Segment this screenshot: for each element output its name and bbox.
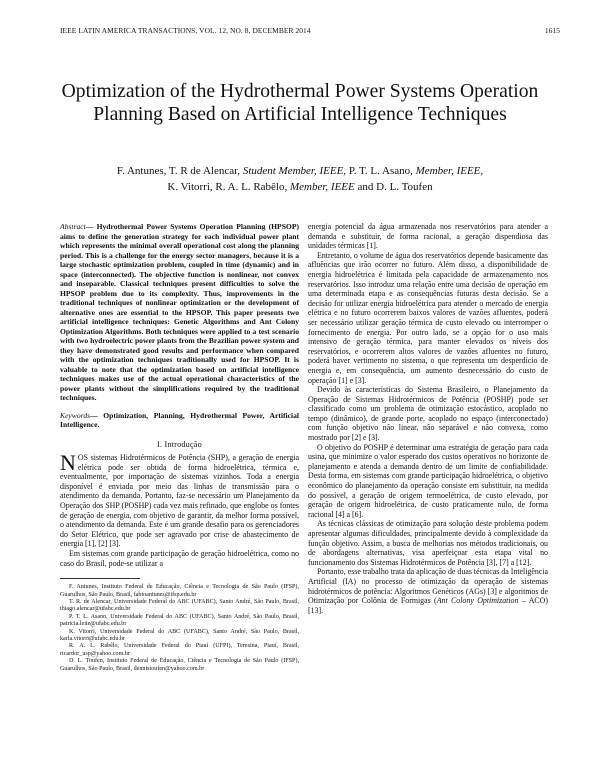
keywords-text: — Optimization, Planning, Hydrothermal Power, Artificial Intelligence. xyxy=(60,410,299,429)
journal-name: IEEE LATIN AMERICA TRANSACTIONS, VOL. 12, NO. 8, DECEMBER 2014 xyxy=(60,26,311,35)
author-line-2: K. Vitorri, R. A. L. Rabêlo, Member, IEEE and D. L. Toufen xyxy=(167,180,433,193)
page-number: 1615 xyxy=(544,26,560,35)
left-column xyxy=(60,222,299,673)
author-line-1: F. Antunes, T. R de Alencar, Student Member, IEEE, P. T. L. Asano, Member, IEEE, xyxy=(116,165,484,177)
abstract-label: Abstract xyxy=(60,222,86,231)
paper-title: Optimization of the Hydrothermal Power Systems Operation Planning Based on Artificial Intelligence Techniques xyxy=(61,81,539,125)
body-paragraph: energia potencial da água armazenada nos reservatórios para atender a demanda e substituir, de forma racional, a geração dispendiosa das unidades térmicas [1]. xyxy=(308,222,548,251)
footnote: R. A. L. Rabêlo, Universidade Federal do Piauí (UFPI), Teresina, Piauí, Brasil, ricardor_usp@yahoo.com.br xyxy=(60,643,299,657)
abstract-text: — Hydrothermal Power Systems Operation Planning (HPSOP) aims to define the generation strategy for each individual power plant which represents the minimal overall operational cost along the planning period. This is a challenge for the energy sector managers, because it is a large stochastic optimization problem, coupled in time (dynamic) and in space (interconnected). The objective function is nonlinear, not convex and inseparable. Classical techniques present difficulties to solve the HPSOP problem due to its complexity. Thus, improvements in the traditional techniques of nonlinear optimization or the development of alternative ones are essential to the HPSOP. This paper presents two artificial intelligence techniques: Genetic Algorithms and Ant Colony Optimization Algorithms. Both techniques were applied to a test scenario with two hydroelectric power plants from the Brazilian power system and they have demonstrated good results and performance when compared with the optimization techniques traditionally used for HPSOP. It is valuable to note that the optimization based on artificial intelligence techniques makes use of the actual operational characteristics of the power plants without the simplifications required by the traditional techniques. xyxy=(60,222,299,402)
abstract xyxy=(60,222,299,403)
keywords xyxy=(60,411,299,430)
intro-paragraph-1: NOS sistemas Hidrotérmicos de Potência (SHP), a geração de energia elétrica pode ser obtida de forma hidroelétrica, térmica e, eventualmente, por importação de sistemas vizinhos. Toda a energia disponível é enviada por meio das linhas de transmissão para o atendimento da demanda. Portanto, faz-se necessário um Planejamento da Operação dos SHP (POSHP) cada vez mais refinado, que englobe os fontes de geração de energia, com objetivo de garantir, da melhor forma possível, o atendimento da demanda. Este é um grande desafio para os gerenciadores do Setor Elétrico, que pode ser agravado por crise de abastecimento de energia [1], [2] [3]. xyxy=(60,450,299,549)
footnote: T. R. de Alencar, Universidade Federal do ABC (UFABC), Santo André, São Paulo, Brasil, thiago.alencar@ufabc.edu.br xyxy=(60,599,299,613)
body-paragraph: Devido às características do Sistema Brasileiro, o Planejamento da Operação de Sistemas Hidrotérmicos de Potência (POSHP) pode ser classificado como um problema de otimização estocástico, acoplado no tempo (dinâmico), de grande porte, acoplado no espaço (interconectado) com função objetivo não linear, não separável e não convexa, como mostrado por [2] e [3]. xyxy=(308,385,548,443)
running-header xyxy=(60,26,560,38)
footnote: K. Vitorri, Universidade Federal do ABC (UFABC), Santo André, São Paulo, Brasil, karla.vitorri@ufabc.edu.br xyxy=(60,628,299,643)
footnote-divider xyxy=(60,578,140,579)
footnote: F. Antunes, Instituto Federal de Educação, Ciência e Tecnologia de São Paulo (IFSP), Guarulhos, São Paulo, Brasil, fabioantunes@ifsp.edu.br xyxy=(60,584,299,598)
section-heading-introduction: I. Introdução xyxy=(157,439,202,449)
author-list xyxy=(40,164,560,195)
footnote: P. T. L. Asano, Universidade Federal do ABC (UFABC), Santo André, São Paulo, Brasil, patricia.leite@ufabc.edu.br xyxy=(60,613,299,628)
intro-paragraph-2: Em sistemas com grande participação de geração hidroelétrica, como no caso do Brasil, pode-se utilizar a xyxy=(60,549,299,568)
right-column xyxy=(308,222,548,615)
body-paragraph: Entretanto, o volume de água dos reservatórios depende basicamente das afluências que irão ocorrer no futuro. Além disso, a disponibilidade de energia hidroelétrica é limitada pela capacidade de armazenamento nos reservatórios. Isso introduz uma relação entre uma decisão de operação em uma determinada etapa e as consequências futuras desta decisão. Se a decisão for utilizar energia hidroelétrica para atender o mercado de energia elétrica e no futuro ocorrerem baixos valores de vazões afluentes, poderá ser necessário utilizar geração térmica de custo elevado ou interromper o fornecimento de energia. Por outro lado, se a opção for o uso mais intensivo de geração térmica, para manter elevados os níveis dos reservatórios, e ocorrerem altos valores de vazões afluentes no futuro, poderá haver vertimento no sistema, o que representa um desperdício de energia e, em consequência, um aumento desnecessário do custo de operação [1] e [3]. xyxy=(308,250,548,385)
footnote: D. L. Toufen, Instituto Federal de Educação, Ciência e Tecnologia de São Paulo (IFSP), Guarulhos, São Paulo, Brasil, dennistoufen@yahoo.com.br xyxy=(60,658,299,672)
body-paragraph: O objetivo do POSHP é determinar uma estratégia de geração para cada usina, que minimize o valor esperado dos custos operativos no horizonte de planejamento e atenda a demanda dentro de um limite de confiabilidade. Desta forma, em sistemas com grande participação hidroelétrica, o objetivo econômico do planejamento da operação consiste em substituir, na medida do possível, a geração de origem termoelétrica, de custo elevado, por geração de origem hidroelétrica, de custo praticamente nulo, de forma racional [4] a [6]. xyxy=(308,442,548,519)
drop-cap: N xyxy=(60,450,76,476)
keywords-label: Keywords xyxy=(60,410,91,420)
body-paragraph: Portanto, esse trabalho trata da aplicação de duas técnicas da Inteligência Artificial (IA) no processo de otimização da operação de sistemas hidrotérmicos de potência: Algoritmos Genéticos (AGs) [3] e algoritmos de Otimização por Colônia de Formigas (Ant Colony Optimization – ACO) [13]. xyxy=(308,567,548,615)
body-paragraph: As técnicas clássicas de otimização para solução deste problema podem apresentar algumas dificuldades, principalmente devido à complexidade da função objetivo. Assim, a busca de melhorias nos métodos tradicionais, ou de abordagens alternativas, visa aperfeiçoar esta etapa vital no funcionamento dos Sistemas Hidrotérmicos de Potência [3], [7] a [12]. xyxy=(308,519,548,567)
